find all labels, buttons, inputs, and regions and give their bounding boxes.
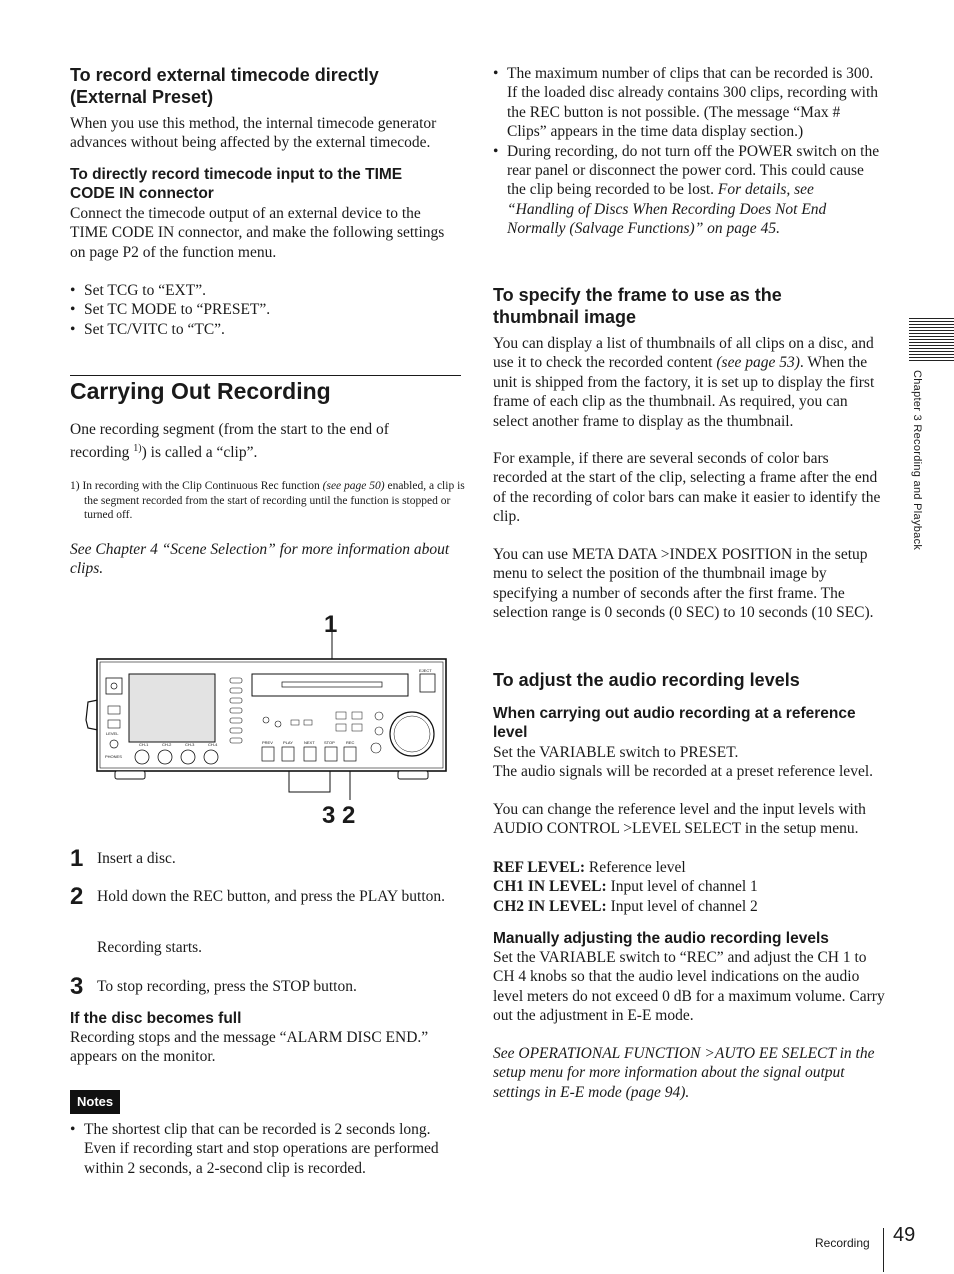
ch4-label: CH-4 — [208, 742, 218, 747]
ch3-label: CH-3 — [185, 742, 195, 747]
ext-preset-paragraph: When you use this method, the internal timecode generator advances without being affected by the external timecode. — [70, 115, 437, 152]
level-item: CH1 IN LEVEL: Input level of channel 1 — [493, 878, 758, 896]
step-result: Recording starts. — [97, 939, 203, 956]
intro-paragraph: One recording segment (from the start to the end of recording $^{1)}$) is called a “clip”. — [70, 421, 389, 462]
rec-label: REC — [346, 740, 355, 745]
disc-full-paragraph: Recording stops and the message “ALARM DISC END.” appears on the monitor. — [70, 1029, 429, 1066]
list-item: • Set TC MODE to “PRESET”. — [70, 300, 462, 319]
notes-badge: Notes — [70, 1090, 120, 1114]
level-item: REF LEVEL: Reference level — [493, 859, 686, 876]
footer-section: Recording — [815, 1236, 870, 1250]
thumbnail-paragraph-2: For example, if there are several seconds of color bars recorded at the start of the clip, selecting a frame after the end of the recording of color bars can make it easier to identify the clip. — [493, 450, 881, 526]
step-text: Insert a disc. — [97, 850, 176, 867]
page-number: 49 — [893, 1224, 916, 1246]
step-text: Hold down the REC button, and press the PLAY button. — [97, 888, 446, 905]
see-operational-note: See OPERATIONAL FUNCTION >AUTO EE SELECT in the setup menu for more information about the signal output settings in E-E mode (page 94). — [493, 1045, 875, 1101]
reference-level-heading: When carrying out audio recording at a reference level — [493, 705, 856, 741]
cross-reference: For details, see “Handling of Discs When Recording Does Not End Normally (Salvage Functions)” on page 45. — [507, 181, 827, 238]
thumbnail-heading: To specify the frame to use as the thumbnail image — [493, 285, 782, 327]
list-item: • Set TCG to “EXT”. — [70, 281, 462, 300]
step-number: 1 — [70, 845, 84, 872]
ch2-label: CH-2 — [162, 742, 172, 747]
level-label: LEVEL — [106, 731, 119, 736]
stop-label: STOP — [324, 740, 335, 745]
footer-divider — [883, 1228, 884, 1272]
chapter-side-label: Chapter 3 Recording and Playback — [911, 370, 923, 551]
chapter-tab-lines — [909, 318, 954, 362]
section-rule — [70, 375, 461, 376]
reference-paragraph-3: You can change the reference level and the input levels with AUDIO CONTROL >LEVEL SELECT in the setup menu. — [493, 801, 866, 838]
phones-label: PHONES — [105, 754, 122, 759]
prev-label: PREV — [262, 740, 273, 745]
ch1-label: CH-1 — [139, 742, 149, 747]
disc-full-heading: If the disc becomes full — [70, 1010, 242, 1027]
callout-1: 1 — [324, 611, 338, 638]
ext-preset-heading: To record external timecode directly (External Preset) — [70, 65, 379, 107]
direct-record-heading: To directly record timecode input to the TIME CODE IN connector — [70, 166, 403, 202]
section-title: Carrying Out Recording — [70, 378, 331, 404]
audio-heading: To adjust the audio recording levels — [493, 670, 800, 690]
see-chapter-note: See Chapter 4 “Scene Selection” for more information about clips. — [70, 541, 450, 578]
list-item: • Set TC/VITC to “TC”. — [70, 320, 462, 339]
manual-adjust-heading: Manually adjusting the audio recording levels — [493, 930, 829, 947]
footnote: 1) In recording with the Clip Continuous Rec function (see page 50) enabled, a clip is the segment recorded from the start of recording until the function is stopped or turned off. — [70, 480, 465, 521]
step-number: 2 — [70, 883, 84, 910]
thumbnail-paragraph-3: You can use META DATA >INDEX POSITION in the setup menu to select the position of the thumbnail image by specifying a number of seconds after the first frame. The selection range is 0 seconds (0 SEC) to 10 seconds (10 SEC). — [493, 546, 874, 622]
step-number: 3 — [70, 973, 84, 1000]
reference-paragraph-2: The audio signals will be recorded at a preset reference level. — [493, 763, 873, 780]
footnote-marker: 1) — [133, 443, 142, 455]
thumbnail-paragraph-1: You can display a list of thumbnails of all clips on a disc, and use it to check the recorded content (see page 53). When the unit is shipped from the factory, it is set up to display the first frame of each clip as the thumbnail. As required, you can select another frame to display as the thumbnail. — [493, 335, 875, 430]
device-illustration — [82, 632, 452, 802]
list-item: • The maximum number of clips that can be recorded is 300. If the loaded disc already contains 300 clips, recording with the REC button is not possible. (The message “Max # Clips” appears in the time data display section.) — [493, 64, 883, 142]
recording-notes-list — [493, 64, 883, 239]
settings-list — [70, 281, 462, 339]
eject-label: EJECT — [419, 668, 432, 673]
play-label: PLAY — [283, 740, 293, 745]
list-item: • The shortest clip that can be recorded is 2 seconds long. Even if recording start and stop operations are performed within 2 seconds, a 2-second clip is recorded. — [70, 1120, 462, 1178]
direct-record-paragraph: Connect the timecode output of an external device to the TIME CODE IN connector, and make the following settings on page P2 of the function menu. — [70, 205, 445, 261]
level-item: CH2 IN LEVEL: Input level of channel 2 — [493, 897, 758, 915]
step-text: To stop recording, press the STOP button. — [97, 978, 357, 995]
notes-list — [70, 1120, 462, 1178]
next-label: NEXT — [304, 740, 315, 745]
manual-adjust-paragraph: Set the VARIABLE switch to “REC” and adjust the CH 1 to CH 4 knobs so that the audio level indications on the audio level meters do not exceed 0 dB for a maximum volume. Carry out the adjustment in E-E mode. — [493, 949, 885, 1025]
reference-paragraph-1: Set the VARIABLE switch to PRESET. — [493, 744, 739, 761]
level-definitions — [493, 858, 885, 916]
callout-3-2: 3 2 — [322, 802, 356, 829]
list-item: • During recording, do not turn off the POWER switch on the rear panel or disconnect the power cord. This could cause the clip being recorded to be lost. For details, see “Handling of Discs When Recording Does Not End Normally (Salvage Functions)” on page 45. — [493, 142, 883, 239]
